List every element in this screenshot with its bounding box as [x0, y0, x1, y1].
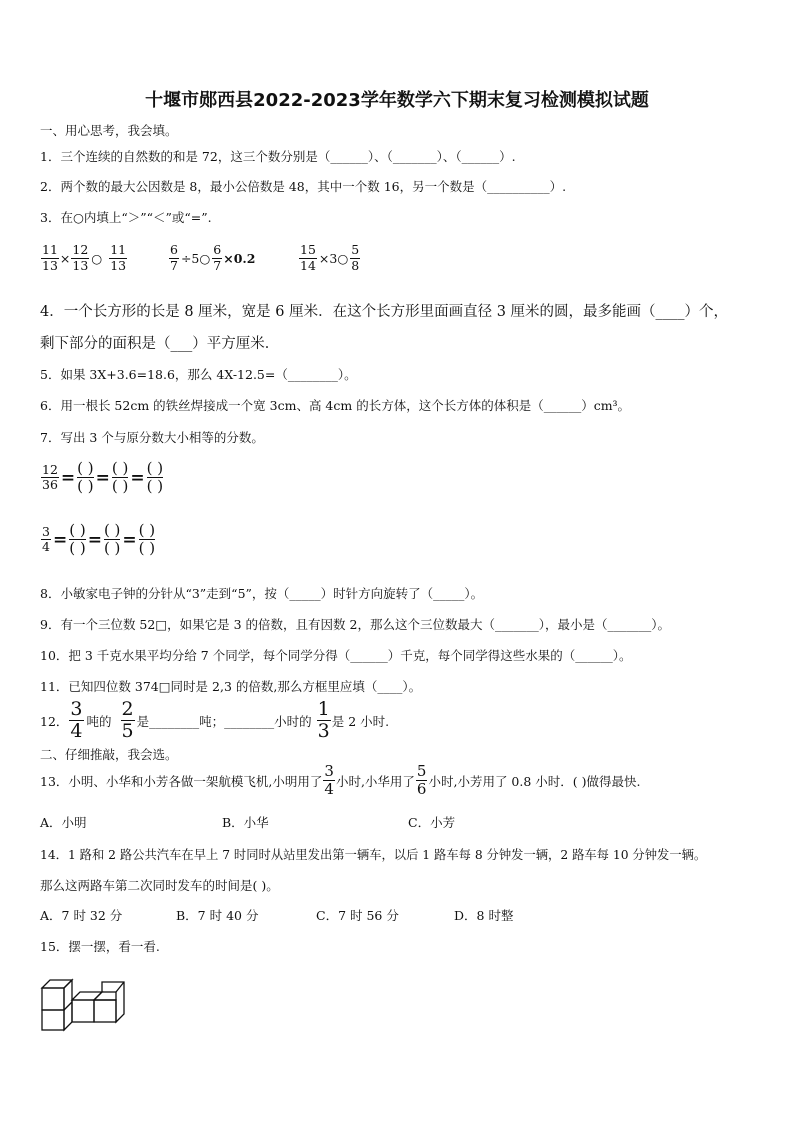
blank-fraction[interactable]: ( ) ( ) — [146, 459, 164, 496]
question-14-line-2: 那么这两路车第二次同时发车的时间是( )。 — [40, 878, 279, 893]
q13-option-a[interactable]: A．小明 — [40, 815, 87, 830]
question-11: 11．已知四位数 374□同时是 2,3 的倍数,那么方框里应填（____）。 — [40, 679, 422, 694]
fraction: $\frac{15}{14}$ — [300, 242, 316, 273]
q7-row-1: $\frac{12}{36}$ = ( ) ( ) = ( ) ( ) = ( ) ( ) — [42, 459, 164, 496]
cube-side — [64, 980, 72, 1030]
q14-option-c[interactable]: C．7 时 56 分 — [316, 908, 399, 923]
q14-option-d[interactable]: D．8 时整 — [454, 908, 514, 923]
question-13: 13．小明、小华和小芳各做一架航模飞机,小明用了 $\frac{3}{4}$ 小时,小华用了 $\frac{5}{6}$ 小时,小芳用了 0.8 小时．( )做得最快. — [40, 762, 641, 798]
q14-option-b[interactable]: B．7 时 40 分 — [176, 908, 259, 923]
fraction: $\frac{5}{6}$ — [416, 762, 427, 798]
fraction: $\frac{12}{13}$ — [72, 242, 89, 273]
question-3: 3．在○内填上“＞”“＜”或“=”. — [40, 210, 212, 225]
fraction: $\frac{1}{3}$ — [317, 698, 330, 742]
section-1-heading: 一、用心思考，我会填。 — [40, 123, 178, 138]
compare-circle[interactable]: ×3○ — [318, 250, 349, 266]
fraction: $\frac{11}{13}$ — [110, 242, 127, 273]
q7-row-2: $\frac{3}{4}$ = ( ) ( ) = ( ) ( ) = ( ) ( ) — [42, 521, 156, 558]
q3-expression-c — [298, 244, 361, 272]
blank-fraction[interactable]: ( ) ( ) — [138, 521, 156, 558]
cube-face — [42, 988, 64, 1010]
question-9: 9．有一个三位数 52□，如果它是 3 的倍数，且有因数 2，那么这个三位数最大（_______），最小是（_______）。 — [40, 617, 670, 632]
fraction: $\frac{3}{4}$ — [42, 523, 50, 555]
q14-option-a[interactable]: A．7 时 32 分 — [40, 908, 123, 923]
question-4-line-2: 剩下部分的面积是（___）平方厘米． — [40, 336, 280, 352]
cube-face — [94, 1000, 116, 1022]
fraction: $\frac{3}{4}$ — [324, 762, 334, 798]
cube-stack-figure — [38, 974, 148, 1034]
fraction: $\frac{2}{5}$ — [121, 698, 134, 742]
blank-fraction[interactable]: ( ) ( ) — [103, 521, 121, 558]
fraction: $\frac{5}{8}$ — [351, 242, 360, 273]
blank-fraction[interactable]: ( ) ( ) — [77, 459, 94, 496]
question-14-line-1: 14．1 路和 2 路公共汽车在早上 7 时同时从站里发出第一辆车，以后 1 路车每 8 分钟发一辆，2 路车每 10 分钟发一辆。 — [40, 848, 707, 862]
cube-face — [42, 1010, 64, 1030]
question-2: 2．两个数的最大公因数是 8，最小公倍数是 48，其中一个数 16，另一个数是（__________）. — [40, 179, 567, 194]
question-12: 12． $\frac{3}{4}$ 吨的 $\frac{2}{5}$ 是________吨；________小时的 $\frac{1}{3}$ 是 2 小时. — [40, 698, 390, 742]
question-1: 1．三个连续的自然数的和是 72，这三个数分别是（______）、（_______）、（______）. — [40, 149, 516, 164]
q13-option-c[interactable]: C．小芳 — [408, 815, 456, 830]
question-5: 5．如果 3X+3.6=18.6，那么 4X-12.5=（________）。 — [40, 367, 357, 382]
q3-expression-b: $\frac{6}{7}$ ÷5○ $\frac{6}{7}$ ×0.2 — [170, 242, 256, 273]
blank-fraction[interactable]: ( ) ( ) — [69, 521, 86, 558]
question-8: 8．小敏家电子钟的分针从“3”走到“5”，按（_____）时针方向旋转了（_____）。 — [40, 586, 484, 601]
section-2-heading: 二、仔细推敲，我会选。 — [40, 747, 178, 762]
q3-expression-a: $\frac{11}{13}$ × $\frac{12}{13}$ ○ $\frac{11}{13}$ — [42, 242, 127, 273]
question-10: 10．把 3 千克水果平均分给 7 个同学，每个同学分得（______）千克，每个同学得这些水果的（______）。 — [40, 648, 632, 663]
fraction: $\frac{3}{4}$ — [70, 698, 83, 742]
question-6: 6．用一根长 52cm 的铁丝焊接成一个宽 3cm、高 4cm 的长方体，这个长方体的体积是（______）cm³。 — [40, 398, 631, 413]
compare-circle[interactable]: ÷5○ — [180, 250, 211, 266]
question-4-line-1: 4．一个长方形的长是 8 厘米，宽是 6 厘米．在这个长方形里面画直径 3 厘米的圆，最多能画（____）个， — [40, 304, 729, 320]
blank-fraction[interactable]: ( ) ( ) — [111, 459, 129, 496]
cube-face — [72, 1000, 94, 1022]
fraction: $\frac{6}{7}$ — [170, 242, 178, 273]
fraction: $\frac{12}{36}$ — [42, 461, 58, 493]
fraction: $\frac{6}{7}$ — [213, 242, 222, 273]
q13-option-b[interactable]: B．小华 — [222, 815, 269, 830]
question-7: 7．写出 3 个与原分数大小相等的分数。 — [40, 430, 264, 445]
fraction: $\frac{11}{13}$ — [42, 242, 58, 273]
question-15: 15．摆一摆，看一看. — [40, 939, 160, 954]
page-title: 十堰市郧西县2022-2023学年数学六下期末复习检测模拟试题 — [145, 90, 649, 111]
compare-circle[interactable]: ○ — [91, 250, 103, 266]
